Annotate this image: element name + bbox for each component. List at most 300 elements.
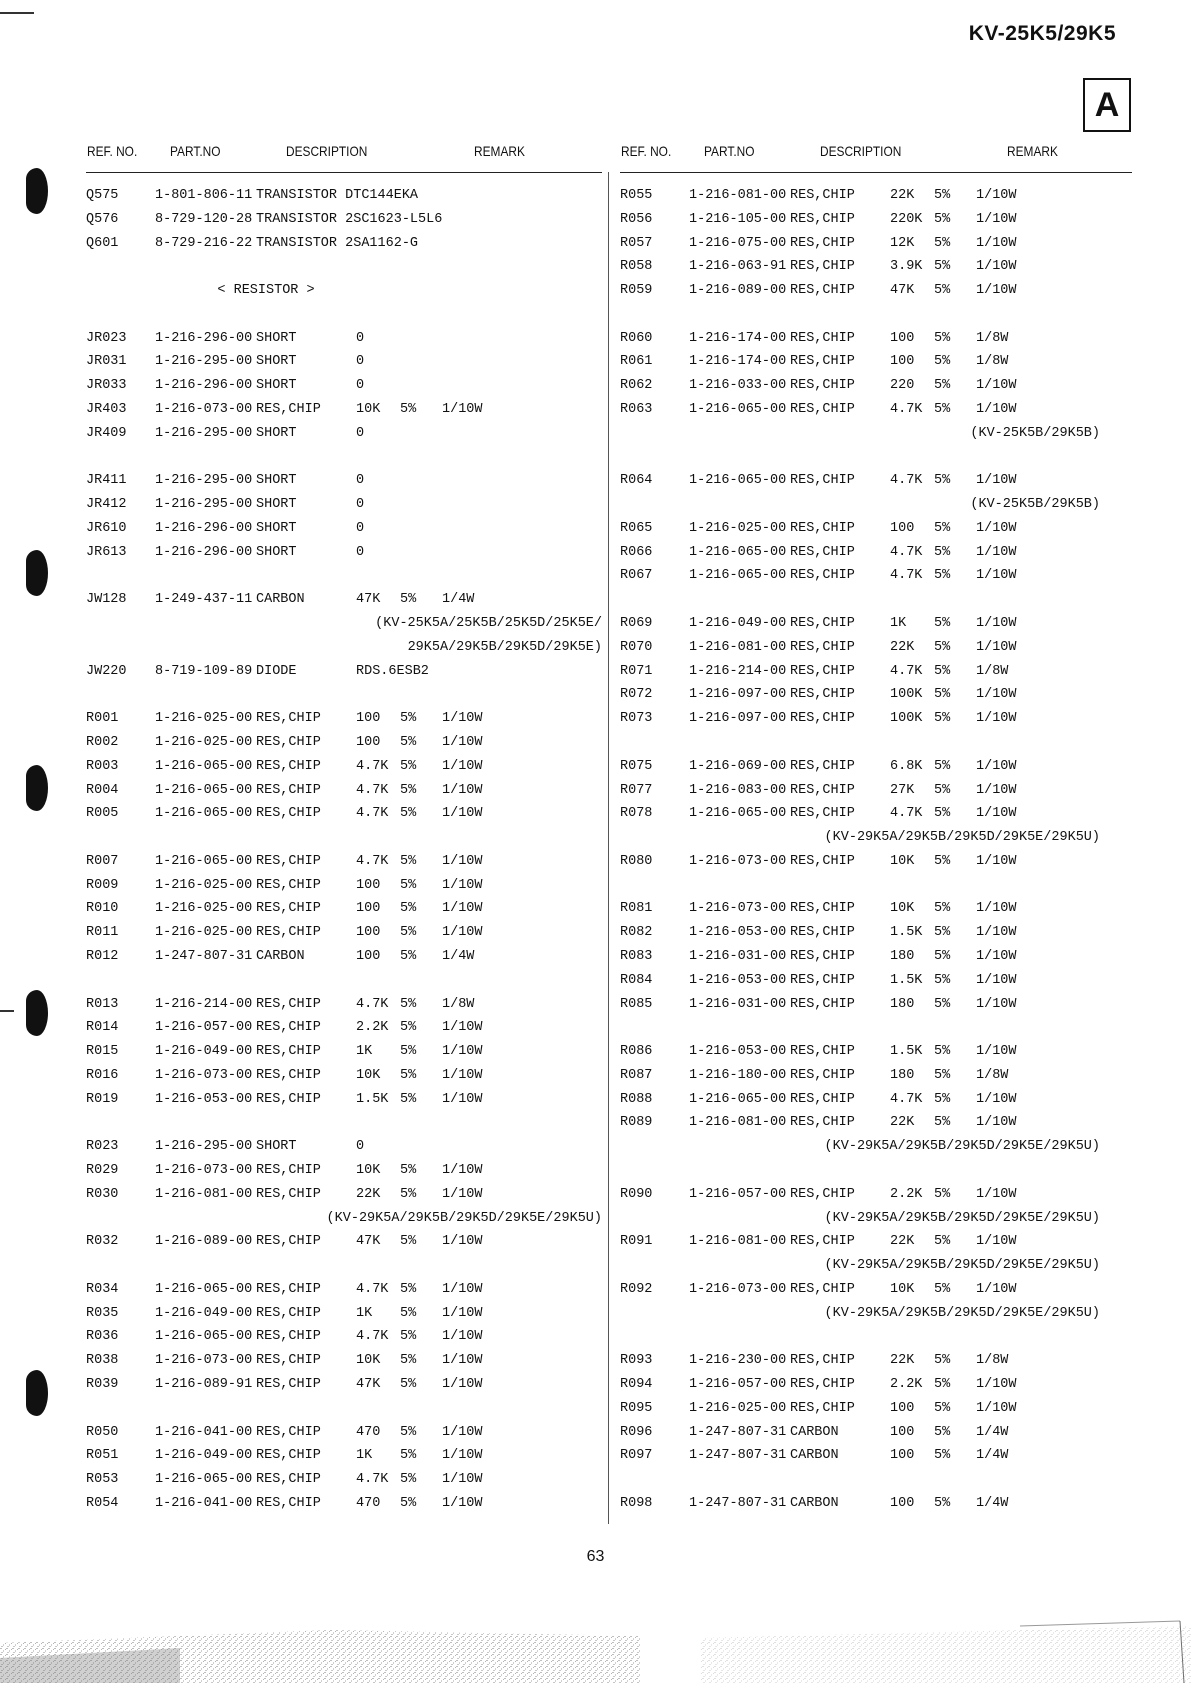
part-value: 180 — [890, 948, 915, 964]
part-part: 1-216-083-00 — [689, 782, 787, 798]
part-row — [620, 188, 1100, 208]
part-desc: RES,CHIP — [790, 639, 855, 655]
part-tol: 5% — [934, 925, 951, 941]
part-part: 1-216-174-00 — [689, 330, 787, 346]
part-part: 1-216-057-00 — [155, 1020, 253, 1036]
part-row — [620, 378, 1100, 398]
part-row — [620, 1234, 1100, 1254]
part-part: 1-216-065-00 — [155, 1281, 253, 1297]
part-desc: RES,CHIP — [790, 568, 855, 584]
part-row — [86, 901, 602, 921]
part-ref: R060 — [620, 330, 653, 346]
part-ref: JR031 — [86, 354, 127, 370]
side-mark — [0, 1010, 14, 1012]
part-row — [86, 521, 602, 541]
part-watt: 1/10W — [976, 616, 1017, 632]
part-ref: R064 — [620, 473, 653, 489]
row-spacer — [620, 450, 1100, 470]
part-tol: 5% — [400, 1305, 417, 1321]
part-ref: R090 — [620, 1186, 653, 1202]
part-ref: R081 — [620, 901, 653, 917]
part-desc: RES,CHIP — [790, 948, 855, 964]
part-value: 470 — [356, 1424, 381, 1440]
part-ref: R089 — [620, 1115, 653, 1131]
part-row — [86, 735, 602, 755]
header-description: DESCRIPTION — [286, 143, 368, 159]
part-tol: 5% — [400, 925, 417, 941]
header-part-no: PART.NO — [170, 143, 221, 159]
part-ref: R055 — [620, 188, 653, 203]
note-text: (KV-29K5A/29K5B/29K5D/29K5E/29K5U) — [824, 1305, 1100, 1321]
row-spacer — [86, 259, 602, 279]
part-desc: DIODE — [256, 663, 297, 679]
part-value: 0 — [356, 354, 365, 370]
part-desc: RES,CHIP — [790, 925, 855, 941]
part-part: 1-216-025-00 — [155, 711, 253, 727]
part-row — [86, 925, 602, 945]
note-text: (KV-29K5A/29K5B/29K5D/29K5E/29K5U) — [824, 1139, 1100, 1155]
part-value: 12K — [890, 235, 915, 251]
part-tol: 5% — [400, 1329, 417, 1345]
row-spacer — [620, 1329, 1100, 1349]
part-watt: 1/10W — [976, 283, 1017, 299]
part-row — [86, 545, 602, 565]
model-note — [620, 1211, 1100, 1231]
part-row — [620, 521, 1100, 541]
part-ref: R030 — [86, 1186, 119, 1202]
part-watt: 1/10W — [442, 782, 483, 798]
part-ref: R032 — [86, 1234, 119, 1250]
model-note — [86, 640, 602, 660]
part-row — [86, 473, 602, 493]
part-row — [620, 759, 1100, 779]
part-value: 47K — [356, 592, 381, 608]
part-value: 4.7K — [890, 1091, 923, 1107]
part-part: 1-216-081-00 — [689, 188, 787, 203]
part-row — [620, 640, 1100, 660]
part-desc: RES,CHIP — [256, 1091, 321, 1107]
part-desc: RES,CHIP — [256, 1495, 321, 1511]
part-part: 1-216-049-00 — [155, 1044, 253, 1060]
part-part: 1-216-053-00 — [689, 925, 787, 941]
part-row — [86, 1329, 602, 1349]
note-text: (KV-25K5B/29K5B) — [970, 425, 1100, 441]
part-part: 8-729-120-28 — [155, 211, 253, 227]
part-part: 1-216-081-00 — [689, 1234, 787, 1250]
part-row — [620, 687, 1100, 707]
part-part: 1-216-295-00 — [155, 425, 253, 441]
part-tol: 5% — [934, 259, 951, 275]
part-ref: JW128 — [86, 592, 127, 608]
part-part: 1-216-081-00 — [689, 639, 787, 655]
part-watt: 1/10W — [442, 1329, 483, 1345]
part-watt: 1/10W — [442, 853, 483, 869]
part-watt: 1/4W — [976, 1448, 1009, 1464]
part-ref: R029 — [86, 1162, 119, 1178]
part-row — [620, 783, 1100, 803]
part-tol: 5% — [934, 235, 951, 251]
part-tol: 5% — [400, 1186, 417, 1202]
part-desc: RES,CHIP — [790, 687, 855, 703]
part-ref: R062 — [620, 378, 653, 394]
part-value: 100 — [890, 1495, 915, 1511]
part-ref: R063 — [620, 402, 653, 418]
part-ref: R094 — [620, 1377, 653, 1392]
part-value: 1K — [890, 616, 907, 632]
part-row — [86, 1092, 602, 1112]
part-tol: 5% — [400, 996, 417, 1012]
part-desc: CARBON — [790, 1424, 839, 1440]
note-text: (KV-29K5A/29K5B/29K5D/29K5E/29K5U) — [326, 1210, 602, 1226]
part-value: 180 — [890, 1067, 915, 1083]
part-part: 1-216-089-91 — [155, 1377, 253, 1392]
part-watt: 1/10W — [442, 1305, 483, 1321]
part-value: 22K — [890, 1234, 915, 1250]
part-tol: 5% — [934, 1281, 951, 1297]
part-watt: 1/10W — [442, 1020, 483, 1036]
part-row — [86, 1187, 602, 1207]
part-ref: R014 — [86, 1020, 119, 1036]
part-ref: R019 — [86, 1091, 119, 1107]
part-desc: RES,CHIP — [790, 354, 855, 370]
part-ref: JR403 — [86, 402, 127, 418]
part-value: 1K — [356, 1044, 373, 1060]
part-value: 100 — [356, 901, 381, 917]
part-ref: R084 — [620, 972, 653, 988]
part-ref: R011 — [86, 925, 119, 941]
part-part: 1-216-180-00 — [689, 1067, 787, 1083]
part-part: 1-216-049-00 — [155, 1448, 253, 1464]
part-value: 4.7K — [356, 782, 389, 798]
part-tol: 5% — [400, 1234, 417, 1250]
part-row — [86, 1044, 602, 1064]
section-label: A — [1083, 78, 1131, 132]
part-tol: 5% — [934, 1115, 951, 1131]
part-watt: 1/10W — [442, 1377, 483, 1392]
part-value: 22K — [890, 1115, 915, 1131]
part-watt: 1/4W — [976, 1424, 1009, 1440]
part-row — [86, 188, 602, 208]
part-desc: SHORT — [256, 330, 297, 346]
part-value: 4.7K — [356, 996, 389, 1012]
part-part: 1-216-073-00 — [155, 1162, 253, 1178]
header-ref-no: REF. NO. — [87, 143, 138, 159]
row-spacer — [620, 878, 1100, 898]
part-desc: CARBON — [256, 948, 305, 964]
part-row — [86, 1496, 602, 1516]
model-note — [620, 830, 1100, 850]
part-part: 1-216-025-00 — [689, 1400, 787, 1416]
part-tol: 5% — [934, 473, 951, 489]
part-desc: RES,CHIP — [256, 1377, 321, 1392]
part-watt: 1/10W — [976, 1377, 1017, 1392]
part-desc: RES,CHIP — [790, 235, 855, 251]
part-desc: RES,CHIP — [790, 259, 855, 275]
part-row — [86, 1020, 602, 1040]
part-watt: 1/10W — [442, 711, 483, 727]
part-desc: RES,CHIP — [256, 1067, 321, 1083]
part-part: 1-216-295-00 — [155, 497, 253, 513]
header-description: DESCRIPTION — [820, 143, 902, 159]
part-value: 47K — [356, 1234, 381, 1250]
part-part: 1-216-065-00 — [689, 806, 787, 822]
part-value: 4.7K — [890, 473, 923, 489]
part-value: 1K — [356, 1305, 373, 1321]
part-row — [620, 1115, 1100, 1135]
part-desc: CARBON — [256, 592, 305, 608]
part-part: 1-216-073-00 — [155, 402, 253, 418]
header-rule — [86, 172, 602, 173]
part-watt: 1/4W — [442, 948, 475, 964]
part-row — [620, 806, 1100, 826]
part-watt: 1/10W — [976, 188, 1017, 203]
part-desc: RES,CHIP — [256, 853, 321, 869]
part-part: 1-216-049-00 — [689, 616, 787, 632]
part-desc: RES,CHIP — [256, 758, 321, 774]
part-row — [620, 331, 1100, 351]
part-part: 1-247-807-31 — [155, 948, 253, 964]
part-value: 4.7K — [356, 853, 389, 869]
part-value: 1.5K — [356, 1091, 389, 1107]
part-watt: 1/10W — [976, 806, 1017, 822]
part-tol: 5% — [934, 402, 951, 418]
part-row — [620, 1187, 1100, 1207]
part-desc: SHORT — [256, 425, 297, 441]
part-ref: R053 — [86, 1472, 119, 1488]
part-watt: 1/10W — [976, 235, 1017, 251]
part-watt: 1/4W — [976, 1495, 1009, 1511]
part-part: 8-729-216-22 — [155, 235, 253, 251]
part-part: 1-216-053-00 — [689, 972, 787, 988]
part-watt: 1/10W — [442, 1281, 483, 1297]
part-value: 100 — [890, 1424, 915, 1440]
part-ref: Q576 — [86, 211, 119, 227]
part-part: 1-216-214-00 — [155, 996, 253, 1012]
part-row — [86, 997, 602, 1017]
part-ref: R036 — [86, 1329, 119, 1345]
part-row — [620, 1377, 1100, 1397]
part-watt: 1/10W — [976, 1400, 1017, 1416]
part-row — [620, 925, 1100, 945]
part-desc: RES,CHIP — [790, 1281, 855, 1297]
part-watt: 1/10W — [976, 972, 1017, 988]
part-value: 10K — [356, 1067, 381, 1083]
row-spacer — [620, 307, 1100, 327]
part-row — [620, 949, 1100, 969]
part-tol: 5% — [934, 1234, 951, 1250]
header-rule — [620, 172, 1132, 173]
part-watt: 1/10W — [976, 639, 1017, 655]
part-row — [620, 545, 1100, 565]
part-value: 1.5K — [890, 972, 923, 988]
part-row — [620, 1044, 1100, 1064]
part-part: 1-247-807-31 — [689, 1448, 787, 1464]
part-row — [620, 616, 1100, 636]
part-ref: R058 — [620, 259, 653, 275]
part-part: 1-216-065-00 — [155, 1472, 253, 1488]
header-remark: REMARK — [474, 143, 525, 159]
part-desc: RES,CHIP — [790, 1044, 855, 1060]
part-desc: RES,CHIP — [790, 188, 855, 203]
part-value: 470 — [356, 1495, 381, 1511]
part-row — [620, 973, 1100, 993]
part-part: 1-216-025-00 — [155, 734, 253, 750]
part-ref: JR023 — [86, 330, 127, 346]
part-part: 1-216-296-00 — [155, 378, 253, 394]
part-tol: 5% — [934, 283, 951, 299]
part-tol: 5% — [934, 1377, 951, 1392]
part-tol: 5% — [934, 758, 951, 774]
part-ref: R098 — [620, 1495, 653, 1511]
part-row — [86, 497, 602, 517]
part-value: 100 — [356, 711, 381, 727]
part-ref: R059 — [620, 283, 653, 299]
part-part: 1-216-073-00 — [689, 853, 787, 869]
part-desc: RES,CHIP — [790, 544, 855, 560]
part-value: 4.7K — [890, 568, 923, 584]
part-value: 100 — [356, 925, 381, 941]
part-watt: 1/8W — [976, 330, 1009, 346]
model-note — [620, 426, 1100, 446]
part-part: 1-216-073-00 — [689, 901, 787, 917]
part-part: 1-216-041-00 — [155, 1495, 253, 1511]
part-ref: JR610 — [86, 520, 127, 536]
part-value: 0 — [356, 497, 365, 513]
part-ref: R080 — [620, 853, 653, 869]
part-row — [86, 1139, 602, 1159]
part-row — [86, 878, 602, 898]
part-watt: 1/10W — [976, 687, 1017, 703]
part-ref: R012 — [86, 948, 119, 964]
part-part: 1-216-295-00 — [155, 354, 253, 370]
part-value: 100 — [890, 1448, 915, 1464]
part-watt: 1/10W — [442, 925, 483, 941]
row-spacer — [620, 1020, 1100, 1040]
part-watt: 1/10W — [442, 402, 483, 418]
part-value: 22K — [890, 188, 915, 203]
part-tol: 5% — [400, 758, 417, 774]
part-value: 0 — [356, 544, 365, 560]
part-watt: 1/10W — [976, 758, 1017, 774]
part-tol: 5% — [400, 853, 417, 869]
part-part: 1-216-057-00 — [689, 1186, 787, 1202]
part-tol: 5% — [400, 1448, 417, 1464]
part-watt: 1/10W — [442, 806, 483, 822]
part-ref: R056 — [620, 211, 653, 227]
part-tol: 5% — [934, 568, 951, 584]
part-ref: R023 — [86, 1139, 119, 1155]
part-part: 1-216-295-00 — [155, 473, 253, 489]
part-ref: R015 — [86, 1044, 119, 1060]
part-ref: R086 — [620, 1044, 653, 1060]
part-row — [620, 1353, 1100, 1373]
part-row — [86, 1306, 602, 1326]
part-desc: RES,CHIP — [790, 1234, 855, 1250]
part-tol: 5% — [934, 330, 951, 346]
part-value: 100 — [356, 948, 381, 964]
part-ref: R075 — [620, 758, 653, 774]
part-watt: 1/10W — [976, 1281, 1017, 1297]
part-row — [620, 354, 1100, 374]
part-value: 10K — [890, 1281, 915, 1297]
part-watt: 1/10W — [976, 1115, 1017, 1131]
note-text: 29K5A/29K5B/29K5D/29K5E) — [407, 639, 602, 655]
part-desc: RES,CHIP — [790, 1091, 855, 1107]
part-part: 1-216-081-00 — [689, 1115, 787, 1131]
note-text: (KV-29K5A/29K5B/29K5D/29K5E/29K5U) — [824, 1210, 1100, 1226]
part-row — [86, 1163, 602, 1183]
part-tol: 5% — [400, 1495, 417, 1511]
part-desc: RES,CHIP — [256, 996, 321, 1012]
part-value: 100 — [890, 330, 915, 346]
part-part: 1-216-065-00 — [155, 853, 253, 869]
part-watt: 1/10W — [442, 1353, 483, 1369]
punch-hole — [26, 990, 48, 1036]
part-row — [86, 212, 602, 232]
part-row — [86, 664, 602, 684]
row-spacer — [86, 1258, 602, 1278]
part-desc: RES,CHIP — [790, 378, 855, 394]
part-row — [86, 1353, 602, 1373]
part-row — [620, 212, 1100, 232]
part-part: 1-216-057-00 — [689, 1377, 787, 1392]
part-value: 4.7K — [890, 544, 923, 560]
part-ref: R013 — [86, 996, 119, 1012]
part-row — [620, 1496, 1100, 1516]
part-value: 4.7K — [890, 806, 923, 822]
part-watt: 1/10W — [442, 1495, 483, 1511]
part-desc: RES,CHIP — [256, 1305, 321, 1321]
part-desc: RES,CHIP — [256, 1472, 321, 1488]
model-note — [620, 1306, 1100, 1326]
part-value: 100 — [356, 734, 381, 750]
part-tol: 5% — [400, 1424, 417, 1440]
note-text: (KV-29K5A/29K5B/29K5D/29K5E/29K5U) — [824, 1258, 1100, 1274]
part-watt: 1/10W — [442, 1091, 483, 1107]
part-tol: 5% — [934, 188, 951, 203]
row-spacer — [86, 830, 602, 850]
part-ref: JR411 — [86, 473, 127, 489]
part-ref: R005 — [86, 806, 119, 822]
part-watt: 1/10W — [442, 734, 483, 750]
part-part: 1-216-075-00 — [689, 235, 787, 251]
part-watt: 1/10W — [442, 1472, 483, 1488]
part-row — [620, 283, 1100, 303]
section-heading: < RESISTOR > — [217, 283, 315, 299]
part-tol: 5% — [400, 948, 417, 964]
part-value: 0 — [356, 425, 365, 441]
part-ref: R070 — [620, 639, 653, 655]
part-watt: 1/10W — [976, 568, 1017, 584]
part-watt: 1/10W — [976, 925, 1017, 941]
part-value: 100 — [890, 354, 915, 370]
row-spacer — [86, 1401, 602, 1421]
row-spacer — [620, 592, 1100, 612]
part-part: 1-247-807-31 — [689, 1495, 787, 1511]
part-part: 1-216-065-00 — [155, 1329, 253, 1345]
part-value: 2.2K — [890, 1186, 923, 1202]
part-ref: JR412 — [86, 497, 127, 513]
part-value: 47K — [890, 283, 915, 299]
part-part: 1-216-065-00 — [689, 402, 787, 418]
part-desc: SHORT — [256, 497, 297, 513]
part-tol: 5% — [400, 1472, 417, 1488]
part-desc: RES,CHIP — [790, 1353, 855, 1369]
part-tol: 5% — [400, 877, 417, 893]
part-row — [620, 901, 1100, 921]
part-row — [620, 402, 1100, 422]
part-part: 1-249-437-11 — [155, 592, 253, 608]
